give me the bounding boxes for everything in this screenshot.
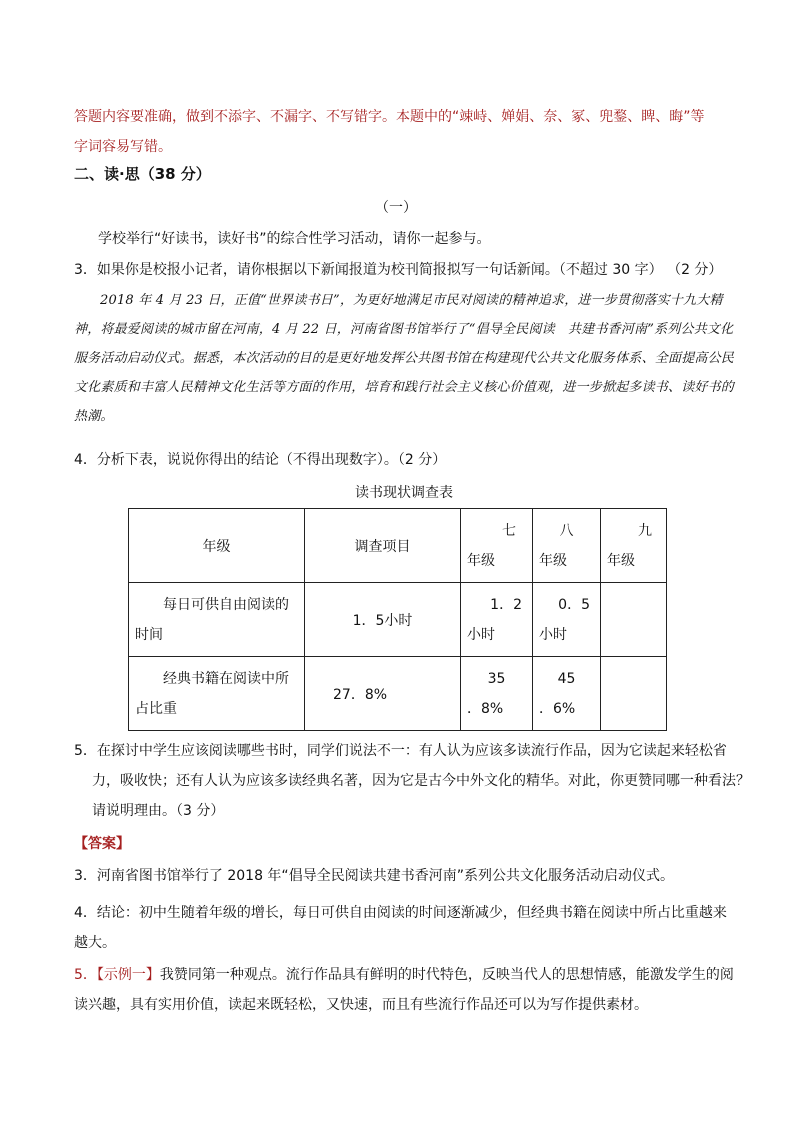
row-label-line1: 经典书籍在阅读中所 — [163, 670, 289, 687]
row-grade-9-value — [601, 657, 667, 731]
section-lead: 学校举行“好读书，读好书”的综合性学习活动，请你一起参与。 — [98, 231, 491, 247]
row-grade-8-value-line2: ．6% — [539, 700, 576, 717]
section-heading: 二、读·思（38 分） — [74, 165, 211, 183]
header-grade-9 — [601, 509, 667, 583]
intro-note-line2: 字词容易写错。 — [74, 139, 172, 155]
header-grade-8-top: 八 — [559, 522, 574, 539]
header-grade-9-bottom: 年级 — [607, 552, 635, 569]
row-label-line2: 时间 — [135, 626, 163, 643]
table-title: 读书现状调查表 — [355, 485, 453, 501]
row-grade-7-value — [461, 583, 533, 657]
survey-table — [128, 508, 667, 731]
answer-5-tag: 5．【示例一】 — [74, 967, 160, 983]
row-grade-8-value-line2: 小时 — [539, 626, 567, 643]
header-grade-7-bottom: 年级 — [467, 552, 495, 569]
row-grade-7-value-line2: 小时 — [467, 626, 495, 643]
row-grade-8-value — [533, 657, 601, 731]
answer-4: 4．结论：初中生随着年级的增长，每日可供自由阅读的时间逐渐减少，但经典书籍在阅读中所占比重越来越大。 — [74, 905, 727, 951]
header-item: 调查项目 — [305, 509, 461, 583]
table-row — [129, 583, 667, 657]
row-grade-8-value-line1: 0．5 — [558, 596, 590, 613]
q3-prompt: 3．如果你是校报小记者，请你根据以下新闻报道为校刊简报拟写一句话新闻。（不超过 30 字） （2 分） — [74, 262, 723, 278]
intro-note-line1: 答题内容要准确，做到不添字、不漏字、不写错字。本题中的“竦峙、婵娟、奈、冢、兜鍪、睥、晦”等 — [74, 109, 705, 125]
row-grade-7-value — [461, 657, 533, 731]
header-grade: 年级 — [129, 509, 305, 583]
table-row — [129, 657, 667, 731]
section-subheading: （一） — [375, 200, 417, 216]
answer-5-text: 我赞同第一种观点。流行作品具有鲜明的时代特色，反映当代人的思想情感，能激发学生的阅读兴趣，具有实用价值，读起来既轻松，又快速，而且有些流行作品还可以为写作提供素材。 — [74, 967, 734, 1013]
row-grade-7-value-line1: 1．2 — [490, 596, 522, 613]
row-label-line2: 占比重 — [135, 700, 177, 717]
row-label — [129, 583, 305, 657]
row-grade-9-value — [601, 583, 667, 657]
row-label — [129, 657, 305, 731]
row-grade-8-value — [533, 583, 601, 657]
intro-note — [74, 102, 734, 162]
q3-news-passage: 2018 年 4 月 23 日，正值“世界读书日”，为更好地满足市民对阅读的精神追求，进一步贯彻落实十九大精神，将最爱阅读的城市留在河南，4 月 22 日，河南省图书馆举行了“倡导全民阅读 共建书香河南”系列公共文化服务活动启动仪式。据悉，本次活动的目的是更好地发挥公共图书馆在构建现代公共文化服务体系、全面提高公民文化素质和丰富人民精神文化生活等方面的作用，培育和践行社会主义核心价值观，进一步掀起多读书、读好书的热潮。 — [74, 293, 735, 424]
answer-tag: 【答案】 — [74, 836, 130, 852]
header-grade-7-top: 七 — [502, 522, 516, 539]
table-header-row — [129, 509, 667, 583]
q4-prompt: 4．分析下表，说说你得出的结论（不得出现数字）。（2 分） — [74, 452, 447, 468]
row-grade-8-value-line1: 45 — [557, 670, 576, 687]
answer-3: 3．河南省图书馆举行了 2018 年“倡导全民阅读共建书香河南”系列公共文化服务活动启动仪式。 — [74, 868, 674, 884]
header-grade-8 — [533, 509, 601, 583]
header-grade-7 — [461, 509, 533, 583]
header-grade-9-top: 九 — [638, 522, 652, 539]
row-item-value: 27．8% — [305, 657, 461, 731]
row-label-line1: 每日可供自由阅读的 — [163, 596, 289, 613]
q5-prompt: 5．在探讨中学生应该阅读哪些书时，同学们说法不一：有人认为应该多读流行作品，因为它读起来轻松省力，吸收快；还有人认为应该多读经典名著，因为它是古今中外文化的精华。对此，你更赞同哪一种看法？请说明理由。（3 分） — [74, 743, 750, 819]
row-item-value: 1．5小时 — [305, 583, 461, 657]
header-grade-8-bottom: 年级 — [539, 552, 567, 569]
row-grade-7-value-line2: ．8% — [467, 700, 504, 717]
answer-5 — [74, 960, 734, 1020]
row-grade-7-value-line1: 35 — [487, 670, 506, 687]
